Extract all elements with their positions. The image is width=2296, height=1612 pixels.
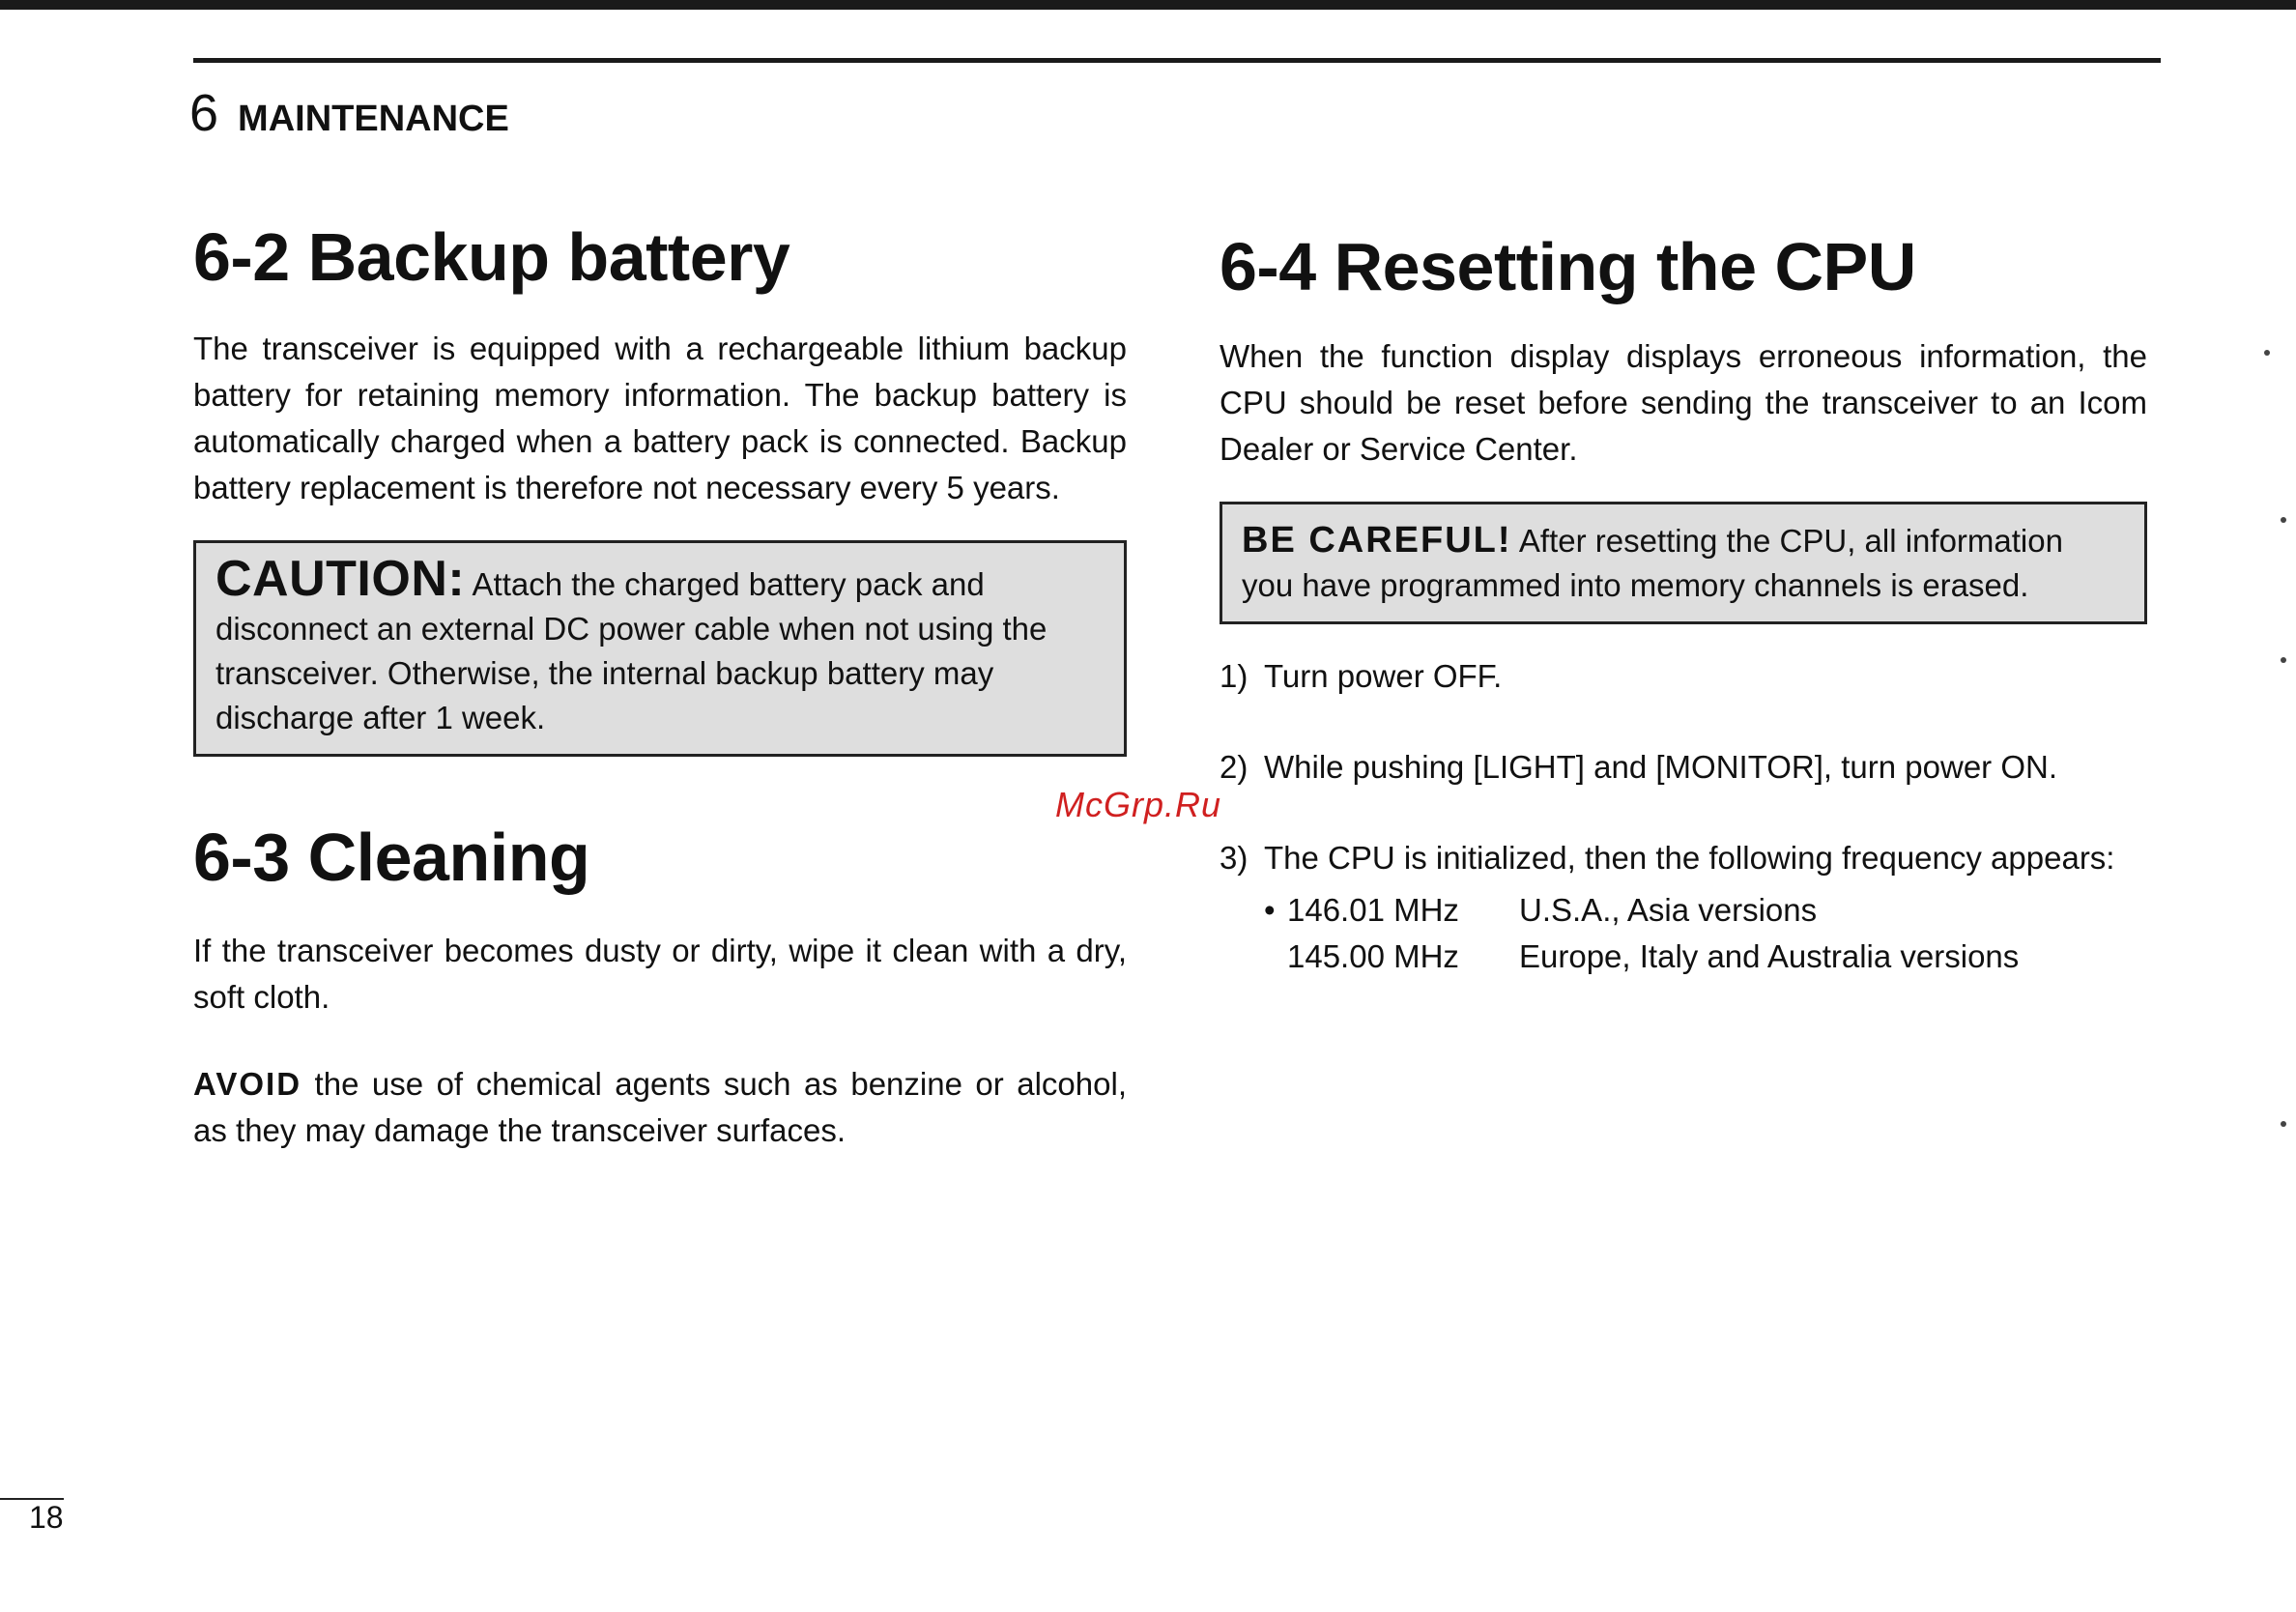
step-number: 2) [1220, 749, 1248, 785]
bullet-spacer [1264, 934, 1287, 980]
step-item [1220, 744, 2147, 791]
caution-label: CAUTION: [215, 551, 466, 607]
step-number: 3) [1220, 840, 1248, 876]
chapter-title: MAINTENANCE [238, 99, 509, 139]
careful-label: BE CAREFUL! [1242, 520, 1512, 561]
chapter-number: 6 [189, 84, 219, 142]
reset-steps [1220, 653, 2147, 980]
frequency-versions: Europe, Italy and Australia versions [1519, 938, 2020, 974]
step-item [1220, 653, 2147, 700]
cleaning-para: If the transceiver becomes dusty or dirty, wipe it clean with a dry, soft cloth. [193, 933, 1127, 1015]
step-number: 1) [1220, 658, 1248, 694]
backup-body: The transceiver is equipped with a rechargeable lithium backup battery for retaining memory information. The backup battery is automatically charged when a battery pack is connected. Backup battery replacement is therefore not necessary every 5 years. [193, 331, 1127, 505]
right-column [1220, 230, 2147, 980]
scan-speck [2281, 1121, 2286, 1127]
frequency-value: 146.01 MHz [1287, 892, 1459, 928]
frequency-value: 145.00 MHz [1287, 938, 1459, 974]
careful-box [1220, 502, 2147, 624]
careful-text: After resetting the CPU, all information you have programmed into memory channels is erased. [1242, 523, 2063, 603]
caution-box [193, 540, 1127, 757]
avoid-para [193, 1061, 1127, 1154]
frequency-row [1264, 887, 2147, 934]
cpu-body: When the function display displays erroneous information, the CPU should be reset before sending the transceiver to an Icom Dealer or Service Center. [1220, 338, 2147, 467]
section-cleaning [193, 820, 1127, 1154]
left-column [193, 220, 1127, 1154]
cleaning-title: 6-3 Cleaning [193, 820, 590, 895]
caution-text: Attach the charged battery pack and disconnect an external DC power cable when not using the transceiver. Otherwise, the internal backup battery may discharge after 1 week. [215, 566, 1048, 735]
frequency-list [1264, 887, 2147, 980]
section-backup-battery [193, 220, 1127, 757]
bullet-icon: • [1264, 892, 1276, 928]
scan-speck [2281, 517, 2286, 523]
cpu-title: 6-4 Resetting the CPU [1220, 229, 1916, 304]
chapter-heading [189, 83, 509, 143]
step-text: While pushing [LIGHT] and [MONITOR], turn power ON. [1264, 749, 2058, 785]
section-resetting-cpu [1220, 230, 2147, 980]
scan-speck [2264, 350, 2270, 356]
top-edge [0, 0, 2296, 10]
step-text: The CPU is initialized, then the following frequency appears: [1264, 840, 2115, 876]
scan-speck [2281, 657, 2286, 663]
watermark: McGrp.Ru [1055, 785, 1222, 824]
frequency-row [1264, 934, 2147, 980]
backup-title: 6-2 Backup battery [193, 219, 790, 295]
page-number: 18 [29, 1500, 64, 1535]
step-text: Turn power OFF. [1264, 658, 1503, 694]
avoid-text: the use of chemical agents such as benzine or alcohol, as they may damage the transceiver surfaces. [193, 1066, 1127, 1148]
step-item [1220, 835, 2147, 881]
frequency-versions: U.S.A., Asia versions [1519, 892, 1818, 928]
header-rule [193, 58, 2161, 63]
avoid-label: AVOID [193, 1066, 302, 1102]
